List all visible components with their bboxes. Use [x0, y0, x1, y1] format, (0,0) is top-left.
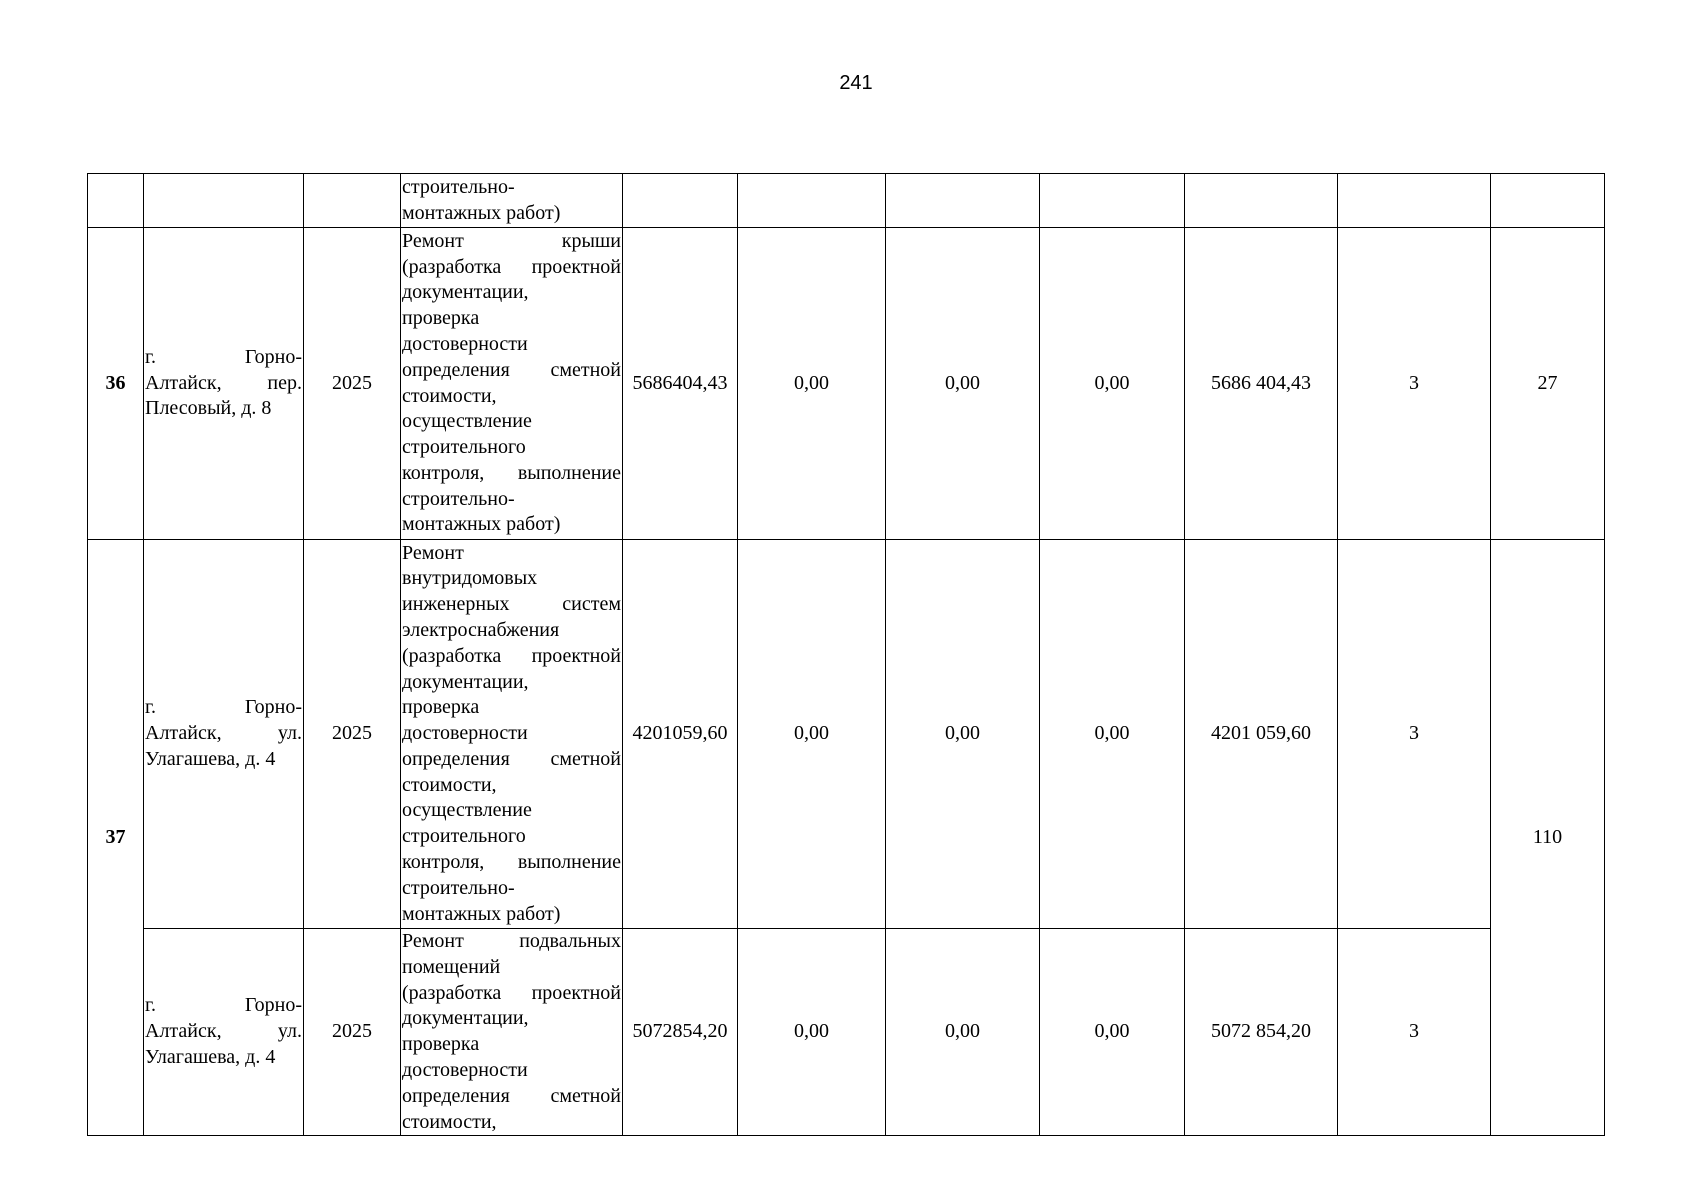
total-cell: 4201 059,60 [1185, 540, 1338, 929]
cell-line: монтажных работ) [402, 902, 561, 925]
cell-line: Алтайск, пер. [145, 371, 302, 394]
value-cell [1491, 174, 1605, 228]
cell-line: Алтайск, ул. [145, 722, 302, 745]
cell-line: стоимости, [402, 1110, 497, 1133]
row-number-cell: 36 [88, 228, 144, 540]
year-cell: 2025 [304, 929, 401, 1136]
address-cell [144, 929, 304, 1136]
value-cell [738, 174, 886, 228]
value-cell [1338, 174, 1491, 228]
work-description-cell [401, 228, 623, 540]
work-description-cell [401, 929, 623, 1136]
cell-line: (разработка проектной [402, 255, 621, 278]
cell-line: достоверности [402, 1058, 528, 1081]
cell-line: проверка [402, 1033, 480, 1056]
value-cell: 110 [1491, 540, 1605, 1136]
cell-line: строительно- [402, 487, 515, 510]
cell-line: г. Горно- [145, 345, 302, 368]
cell-line: (разработка проектной [402, 981, 621, 1004]
cell-line: определения сметной [402, 1084, 621, 1107]
value-cell: 0,00 [886, 929, 1040, 1136]
cell-line: документации, [402, 281, 529, 304]
cost-cell: 4201059,60 [623, 540, 738, 929]
table-row [88, 228, 1605, 540]
cell-line: инженерных систем [402, 593, 621, 616]
table-row [88, 540, 1605, 929]
cell-line: (разработка проектной [402, 644, 621, 667]
page-number: 241 [839, 72, 873, 94]
cell-line: строительно- [402, 876, 515, 899]
cell-line: электроснабжения [402, 618, 560, 641]
cell-line: монтажных работ) [402, 513, 561, 536]
works-table [87, 173, 1605, 1136]
cost-cell: 5686404,43 [623, 228, 738, 540]
value-cell: 0,00 [1040, 929, 1185, 1136]
value-cell: 0,00 [738, 540, 886, 929]
table-row [88, 929, 1605, 1136]
cell-line: Улагашева, д. 4 [145, 1046, 276, 1069]
cell-line: документации, [402, 670, 529, 693]
value-cell: 3 [1338, 929, 1491, 1136]
address-cell [144, 540, 304, 929]
cell-line: стоимости, [402, 773, 497, 796]
total-cell: 5072 854,20 [1185, 929, 1338, 1136]
cell-line: контроля, выполнение [402, 461, 621, 484]
cell-line: помещений [402, 955, 501, 978]
value-cell [886, 174, 1040, 228]
value-cell [1040, 174, 1185, 228]
table-row [88, 174, 1605, 228]
cell-line: осуществление [402, 410, 532, 433]
row-number-cell: 37 [88, 540, 144, 1136]
cell-line: внутридомовых [402, 567, 538, 590]
cell-line: Улагашева, д. 4 [145, 747, 276, 770]
cell-line: г. Горно- [145, 696, 302, 719]
value-cell: 0,00 [886, 540, 1040, 929]
cell-line: определения сметной [402, 747, 621, 770]
work-description-cell [401, 174, 623, 228]
cell-line: проверка [402, 307, 480, 330]
cell-line: Ремонт подвальных [402, 930, 621, 952]
value-cell: 0,00 [886, 228, 1040, 540]
cell-line: достоверности [402, 332, 528, 355]
total-cell: 5686 404,43 [1185, 228, 1338, 540]
cell-line: Плесовый, д. 8 [145, 397, 272, 420]
value-cell: 0,00 [738, 929, 886, 1136]
cell-line: Алтайск, ул. [145, 1020, 302, 1043]
cell-line: достоверности [402, 722, 528, 745]
cell-line: г. Горно- [145, 994, 302, 1017]
value-cell: 0,00 [738, 228, 886, 540]
year-cell [304, 174, 401, 228]
address-cell [144, 228, 304, 540]
value-cell: 27 [1491, 228, 1605, 540]
cell-line: проверка [402, 696, 480, 719]
row-number-cell [88, 174, 144, 228]
cell-line: монтажных работ) [402, 201, 561, 224]
address-cell [144, 174, 304, 228]
cell-line: контроля, выполнение [402, 851, 621, 874]
cell-line: определения сметной [402, 358, 621, 381]
year-cell: 2025 [304, 228, 401, 540]
cell-line: Ремонт [402, 541, 464, 564]
cell-line: строительного [402, 825, 526, 848]
total-cell [1185, 174, 1338, 228]
cell-line: осуществление [402, 799, 532, 822]
cell-line: строительного [402, 436, 526, 459]
cell-line: строительно- [402, 175, 515, 198]
cell-line: Ремонт крыши [402, 229, 621, 252]
cost-cell: 5072854,20 [623, 929, 738, 1136]
value-cell: 0,00 [1040, 228, 1185, 540]
value-cell: 3 [1338, 540, 1491, 929]
value-cell: 3 [1338, 228, 1491, 540]
cell-line: документации, [402, 1007, 529, 1030]
year-cell: 2025 [304, 540, 401, 929]
cost-cell [623, 174, 738, 228]
cell-line: стоимости, [402, 384, 497, 407]
work-description-cell [401, 540, 623, 929]
value-cell: 0,00 [1040, 540, 1185, 929]
